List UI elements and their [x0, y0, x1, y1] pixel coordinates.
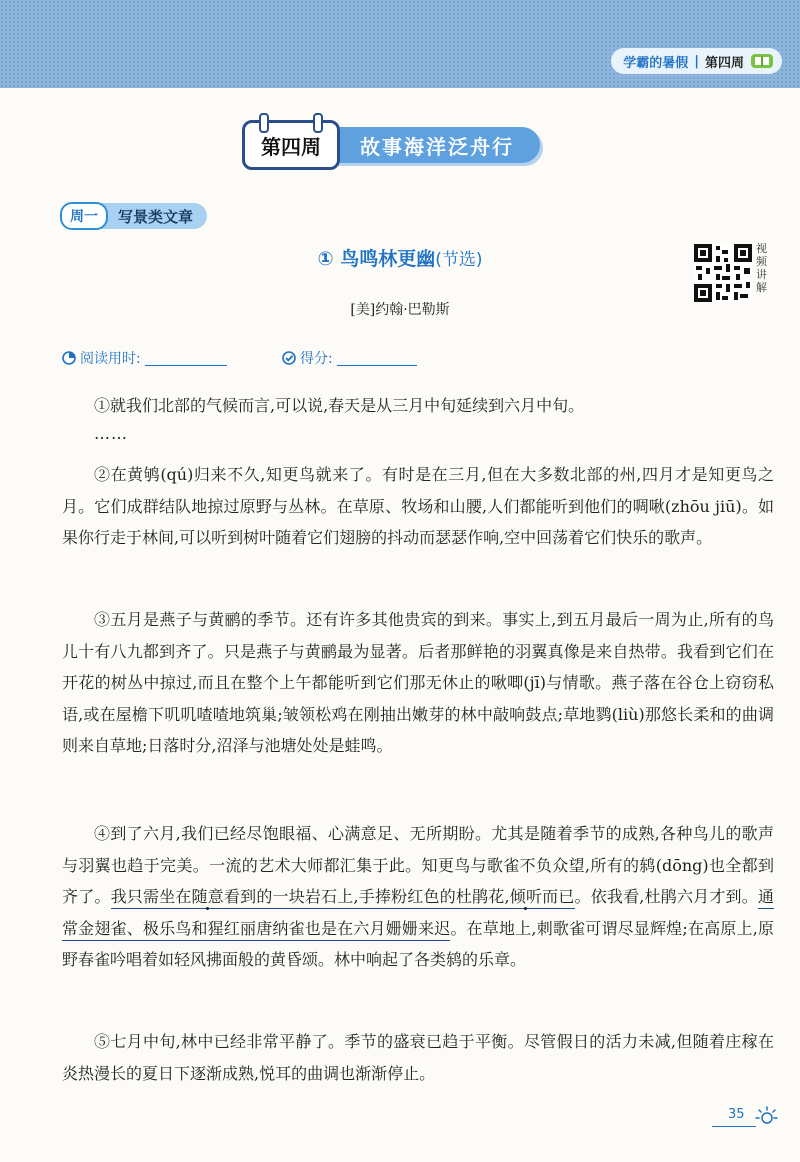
clock-icon [62, 351, 76, 365]
underlined-text: 而已 [542, 887, 575, 906]
article-title-main: ① 鸟鸣林更幽 [317, 248, 436, 270]
paragraph-4-text: 。依我看,杜鹃六月才到。 [574, 887, 758, 906]
underlined-text: 看到的一块岩石上,手捧粉红色的杜鹃花, [223, 887, 510, 906]
ellipsis: …… [94, 424, 128, 443]
week-label: 第四周 [261, 134, 321, 159]
article-subtitle: (节选) [435, 250, 483, 270]
book-icon [750, 53, 774, 69]
score-field[interactable] [337, 351, 417, 366]
dotted-word: 随意 [191, 887, 224, 906]
top-band [0, 0, 800, 88]
score [282, 348, 417, 368]
binder-ring [313, 113, 323, 133]
series-tab [611, 48, 782, 74]
day-topic: 写景类文章 [100, 203, 207, 229]
score-label: 得分: [300, 351, 333, 367]
underlined-sentence [111, 887, 575, 909]
underlined-text: 我只需坐在 [110, 887, 192, 906]
day-label: 周一 [60, 202, 108, 230]
paragraph-3: ③五月是燕子与黄鹂的季节。还有许多其他贵宾的到来。事实上,到五月最后一周为止,所有的鸟儿十有八九都到齐了。只是燕子与黄鹂最为显著。后者那鲜艳的羽翼真像是来自热带。我看到它们在开花的树丛中掠过,而且在整个上午都能听到它们那无休止的啾唧(jī)与情歌。燕子落在谷仓上窃窃私语,或在屋檐下叽叽喳喳地筑巢;皱领松鸡在刚抽出嫩芽的林中敲响鼓点;草地鹨(liù)那悠长柔和的曲调则来自草地;日落时分,沼泽与池塘处处是蛙鸣。 [62, 610, 774, 755]
week-chip [242, 120, 340, 170]
reading-time-field[interactable] [145, 351, 227, 366]
sun-icon [752, 1104, 778, 1128]
week-banner [242, 122, 540, 168]
article-author: [美]约翰·巴勒斯 [350, 302, 450, 318]
series-separator: | [694, 53, 699, 69]
binder-ring [259, 113, 269, 133]
page-number-rule [712, 1126, 756, 1127]
paragraph-4-text: ④到了六月,我们已经尽饱眼福、心满意足、无所期盼。尤其是随着季节的成熟,各种鸟儿的歌声与羽翼也趋于完美。一流的艺术大师都汇集于此。知更鸟与歌雀不负众望,所有的鸫(dōng)也全都到齐了。 [62, 824, 774, 906]
article-title [0, 244, 800, 271]
underlined-sentence: 通常金翅雀、极乐鸟和猩红丽唐纳雀也是在六月姗姗来迟 [62, 887, 774, 941]
reading-time-label: 阅读用时: [80, 351, 141, 367]
qr-code-icon[interactable] [694, 244, 752, 302]
page-number: 35 [728, 1107, 745, 1122]
day-banner [60, 202, 207, 230]
dotted-word: 倾听 [509, 887, 543, 906]
qr-label: 视频讲解 [756, 242, 767, 294]
reading-time [62, 348, 227, 368]
check-icon [282, 351, 296, 365]
paragraph-4 [62, 818, 774, 976]
week-theme: 故事海洋泛舟行 [334, 127, 540, 163]
paragraph-1: ①就我们北部的气候而言,可以说,春天是从三月中旬延续到六月中旬。 [94, 396, 585, 415]
paragraph-2: ②在黄鸲(qú)归来不久,知更鸟就来了。有时是在三月,但在大多数北部的州,四月才是知更鸟之月。它们成群结队地掠过原野与丛林。在草原、牧场和山腰,人们都能听到他们的啁啾(zhōu jiū)。如果你行走于林间,可以听到树叶随着它们翅膀的抖动而瑟瑟作响,空中回荡着它们快乐的歌声。 [62, 465, 774, 547]
paragraph-4-text: 。在草地上,刺歌雀可谓尽显辉煌;在高原上,原野春雀吟唱着如轻风拂面般的黄昏颂。林中响起了各类鸫的乐章。 [62, 918, 774, 969]
series-week: 第四周 [704, 55, 744, 71]
paragraph-5: ⑤七月中旬,林中已经非常平静了。季节的盛衰已趋于平衡。尽管假日的活力未减,但随着庄稼在炎热漫长的夏日下逐渐成熟,悦耳的曲调也渐渐停止。 [62, 1032, 774, 1083]
series-name: 学霸的暑假 [623, 55, 689, 71]
